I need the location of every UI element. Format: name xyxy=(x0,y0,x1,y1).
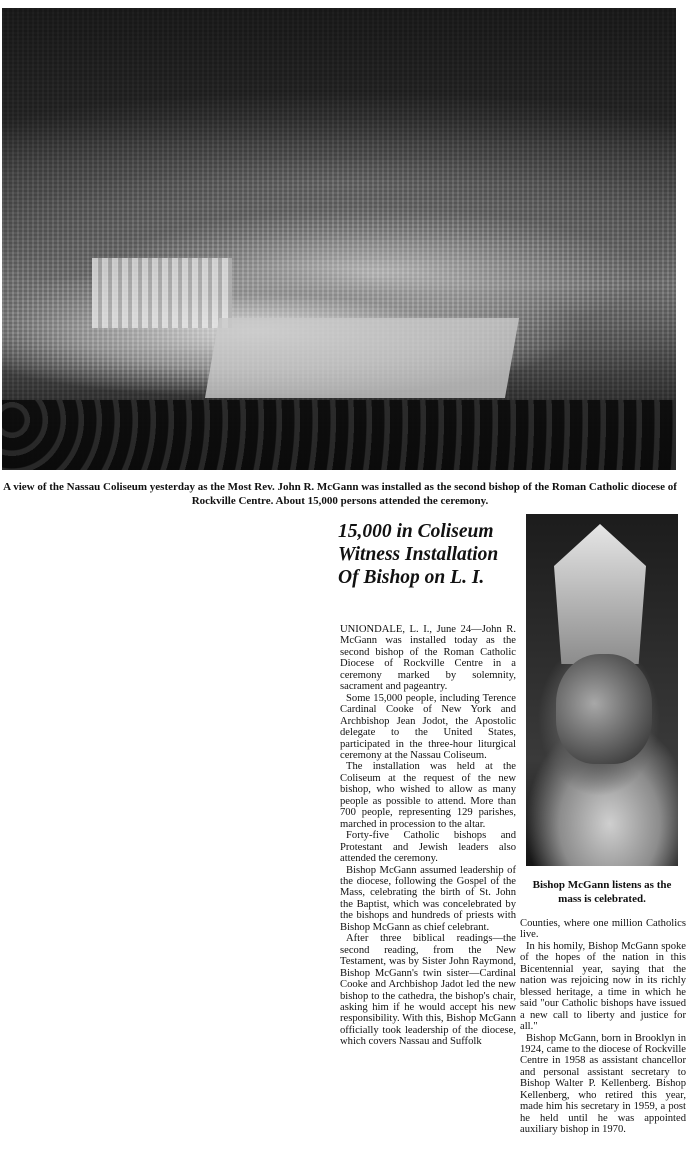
bishop-face xyxy=(556,654,652,764)
article-paragraph: After three biblical readings—the second reading, from the New Testament, was by Sister John Raymond, Bishop McGann's twin sister—Cardinal Cooke and Archbishop Jadot led the new bishop to the cathedra, the bishop's chair, asking him if he would accept his new responsibility. With this, Bishop McGann officially took leadership of the diocese, which covers Nassau and Suffolk xyxy=(340,933,516,1048)
article-paragraph: In his homily, Bishop McGann spoke of the hopes of the nation in this Bicentennial year, saying that the nation was rejoicing now in its richly blessed heritage, a time in which he said "our Catholic bishops have issued a new call to liberty and justice for all." xyxy=(520,940,686,1033)
mitre xyxy=(554,524,646,664)
coliseum-floor xyxy=(205,318,519,398)
article-paragraph: Bishop McGann, born in Brooklyn in 1924, came to the diocese of Rockville Centre in 1958 as assistant chancellor and personal assistant secretary to Bishop Walter P. Kellenberg. Bishop Kellenberg, who retired this year, made him his secretary in 1959, a post he held until he was appointed auxiliary bishop in 1970. xyxy=(520,1032,686,1136)
article-paragraph: Forty-five Catholic bishops and Protestant and Jewish leaders also attended the ceremony. xyxy=(340,830,516,865)
headline-line-2: Witness Installation xyxy=(338,544,499,565)
article-column-2 xyxy=(520,918,686,1136)
crowd-silhouettes xyxy=(2,400,676,470)
main-photo xyxy=(2,8,676,470)
article-paragraph: Bishop McGann assumed leadership of the diocese, following the Gospel of the Mass, celebrating the birth of St. John the Baptist, which was concelebrated by the bishops and hundreds of priests with Bishop McGann as chief celebrant. xyxy=(340,864,516,933)
headline-line-3: Of Bishop on L. I. xyxy=(338,567,485,588)
bishop-photo xyxy=(526,514,678,866)
article-paragraph: Counties, where one million Catholics live. xyxy=(520,918,686,941)
article-paragraph: The installation was held at the Coliseum at the request of the new bishop, who wished to allow as many people as possible to attend. More than 700 people, representing 129 parishes, marched in procession to the altar. xyxy=(340,761,516,830)
article-paragraph: UNIONDALE, L. I., June 24—John R. McGann was installed today as the second bishop of the Roman Catholic Diocese of Rockville Centre in a ceremony marked by solemnity, sacrament and pageantry. xyxy=(340,624,516,693)
headline xyxy=(338,520,518,589)
headline-line-1: 15,000 in Coliseum xyxy=(338,521,494,542)
article-column-1 xyxy=(340,624,516,1048)
bishop-photo-caption: Bishop McGann listens as the mass is celebrated. xyxy=(532,879,672,905)
main-photo-caption: A view of the Nassau Coliseum yesterday as the Most Rev. John R. McGann was installed as the second bishop of the Roman Catholic diocese of Rockville Centre. About 15,000 persons attended the ceremony. xyxy=(3,481,677,507)
altar-area xyxy=(92,258,232,328)
article-paragraph: Some 15,000 people, including Terence Cardinal Cooke of New York and Archbishop Jean Jodot, the Apostolic delegate to the United States, participated in the three-hour liturgical ceremony at the Nassau Coliseum. xyxy=(340,692,516,761)
